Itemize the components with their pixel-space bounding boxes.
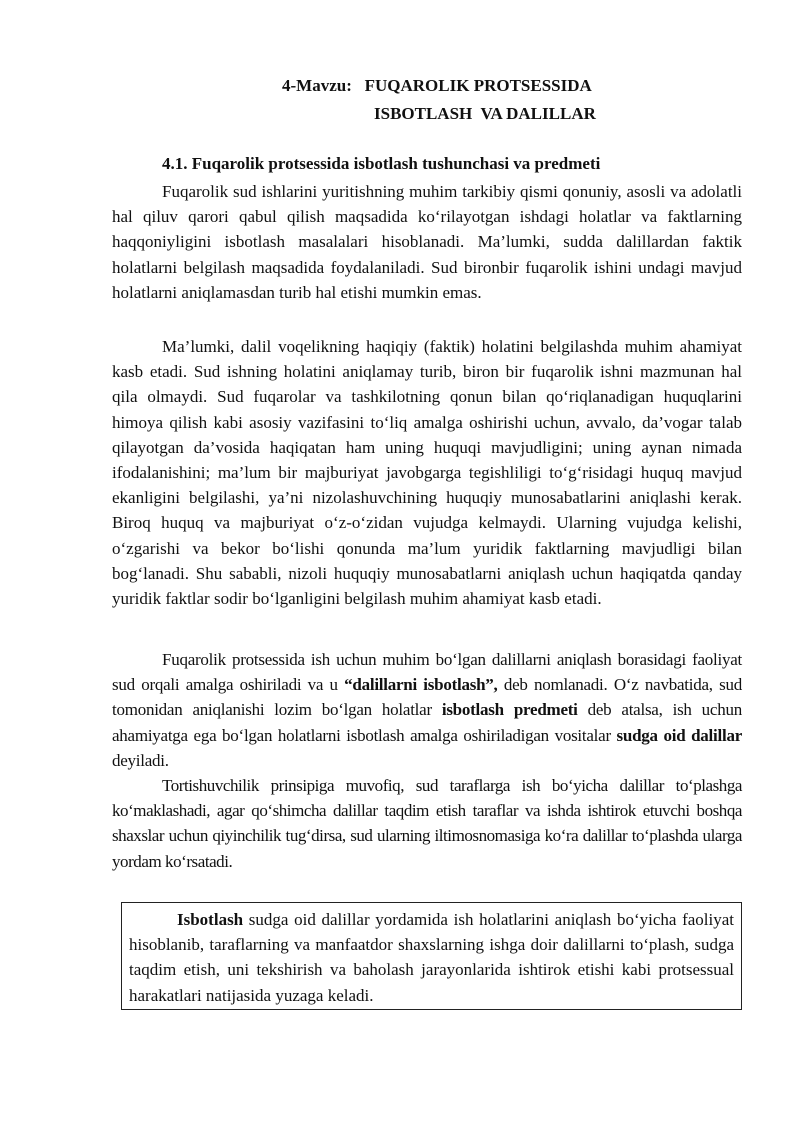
- definition-box: [121, 902, 742, 1010]
- paragraph-3: [112, 647, 742, 773]
- term-dalillarni-isbotlash: “dalillarni isbotlash”,: [344, 675, 498, 695]
- paragraph-3-text-4: deyiladi.: [112, 750, 169, 770]
- definition-term: Isbotlash: [177, 910, 244, 929]
- paragraph-4: Tortishuvchilik prinsipiga muvofiq, sud taraflarga ish boʻyicha dalillar toʻplashga koʻmaklashadi, agar qoʻshimcha dalillar taqdim etish taraflar va ishda ishtirok etuvchi boshqa shaxslar uchun qiyinchilik tugʻdirsa, sud ularning iltimosnomasiga koʻra dalillar toʻplashda ularga yordam koʻrsatadi.: [112, 776, 742, 871]
- definition-body: sudga oid dalillar yordamida ish holatlarini aniqlash boʻyicha faoliyat hisoblanib, taraflarning va manfaatdor shaxslarning ishga doir dalillarni toʻplash, sudga taqdim etish, uni tekshirish va baholash jarayonlarida ishtirok etishi kabi protsessual harakatlari natijasida yuzaga keladi.: [129, 910, 734, 1005]
- definition-text: [129, 907, 734, 1008]
- paragraph-3-text-2: deb nomlanadi. Oʻz navbatida, sud tomonidan aniqlanishi lozim boʻlgan holatlar: [112, 675, 742, 720]
- paragraph-3-text-3: deb atalsa, ish uchun ahamiyatga ega boʻlgan holatlarni isbotlash amalga oshiriladigan vositalar: [112, 700, 742, 745]
- term-isbotlash-predmeti: isbotlash predmeti: [441, 700, 578, 720]
- section-title: 4.1. Fuqarolik protsessida isbotlash tushunchasi va predmeti: [162, 154, 601, 173]
- paragraph-1: Fuqarolik sud ishlarini yuritishning muhim tarkibiy qismi qonuniy, asosli va adolatli hal qiluv qarori qabul qilish maqsadida koʻrilayotgan ishdagi holatlar va faktlarning haqqoniyligini isbotlash masalalari hisoblanadi. Ma’lumki, sudda dalillardan faktik holatlarni belgilash maqsadida foydalaniladi. Sud bironbir fuqarolik ishini undagi mavjud holatlarni aniqlamasdan turib hal etishi mumkin emas.: [112, 182, 742, 302]
- paragraph-2: Ma’lumki, dalil voqelikning haqiqiy (faktik) holatini belgilashda muhim ahamiyat kasb etadi. Sud ishning holatini aniqlamay turib, biron bir fuqarolik ishni mazmunan hal qila olmaydi. Sud fuqarolar va tashkilotning qonun bilan qoʻriqlanadigan huquqlarini himoya qilish kabi asosiy vazifasini toʻliq amalga oshirishi uchun, avvalo, da’vogar talab qilayotgan da’vosida haqiqatan ham uning huquqi mavjudligini; uning aynan nimada ifodalanishini; ma’lum bir majburiyat javobgarga tegishliligi toʻgʻrisidagi huquq mavjud ekanligini belgilashi, ya’ni nizolashuvchining huquqiy munosabatlarini aniqlashi kerak. Biroq huquq va majburiyat oʻz-oʻzidan vujudga kelmaydi. Ularning vujudga kelishi, oʻzgarishi va bekor boʻlishi qonunda ma’lum yuridik faktlarning mavjudligi bilan bogʻlanadi. Shu sababli, nizoli huquqiy munosabatlarni aniqlash uchun haqiqatda qanday yuridik faktlar sodir boʻlganligini belgilash muhim ahamiyat kasb etadi.: [112, 337, 742, 609]
- chapter-title-line1: 4-Mavzu: FUQAROLIK PROTSESSIDA: [282, 76, 592, 95]
- paragraph-3-text-1: Fuqarolik protsessida ish uchun muhim boʻlgan dalillarni aniqlash borasidagi faoliyat sud orqali amalga oshiriladi va u: [112, 650, 742, 695]
- chapter-title-line2: ISBOTLASH VA DALILLAR: [374, 104, 596, 123]
- term-sudga-oid-dalillar: sudga oid dalillar: [616, 725, 742, 745]
